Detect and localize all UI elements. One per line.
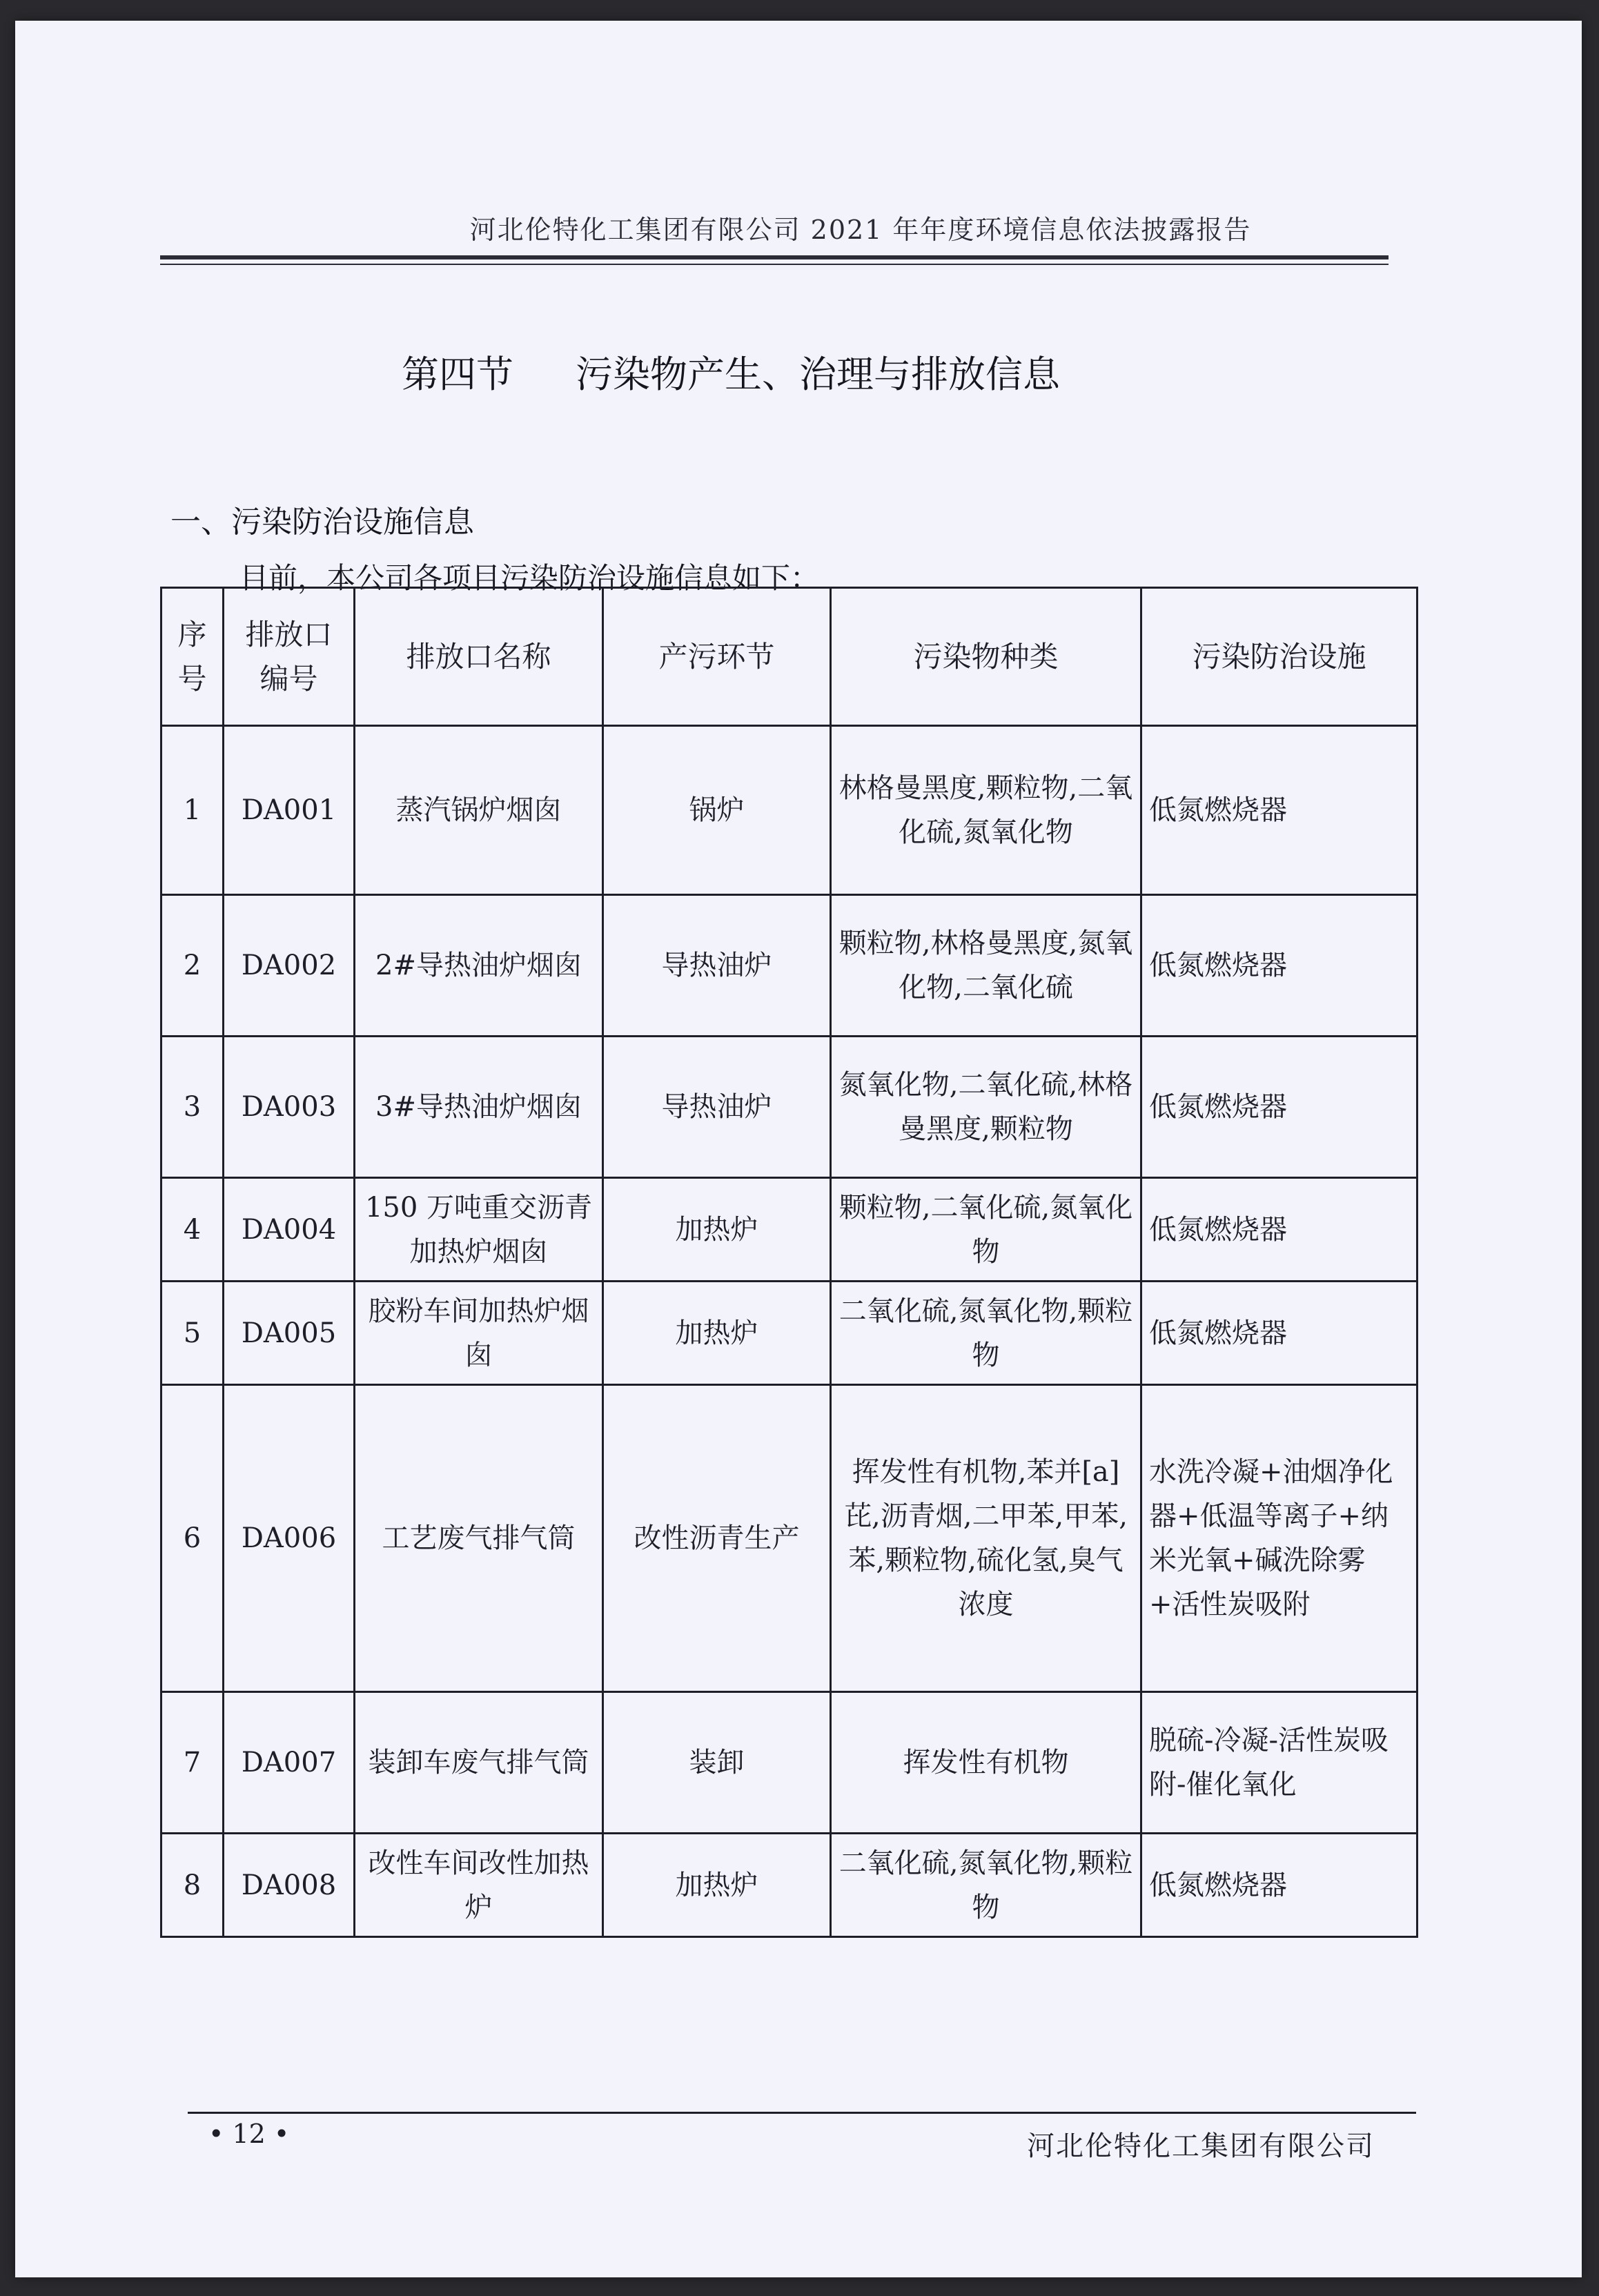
- subsection-heading: 一、污染防治设施信息: [170, 504, 474, 540]
- table-row: [161, 1282, 1417, 1385]
- cell-pollutants: 林格曼黑度,颗粒物,二氧化硫,氮氧化物: [831, 726, 1141, 895]
- header-stage: 产污环节: [603, 588, 831, 726]
- cell-name: 工艺废气排气筒: [355, 1385, 603, 1692]
- cell-stage: 导热油炉: [603, 895, 831, 1037]
- header-code: 排放口编号: [224, 588, 355, 726]
- table-row: [161, 1037, 1417, 1178]
- cell-stage: 改性沥青生产: [603, 1385, 831, 1692]
- cell-facility: 低氮燃烧器: [1141, 726, 1417, 895]
- table-row: [161, 726, 1417, 895]
- table-header-row: [161, 588, 1417, 726]
- cell-facility: 低氮燃烧器: [1141, 1178, 1417, 1282]
- footer-divider: [188, 2112, 1416, 2114]
- cell-seq: 4: [161, 1178, 224, 1282]
- cell-stage: 锅炉: [603, 726, 831, 895]
- cell-name: 装卸车废气排气筒: [355, 1692, 603, 1834]
- pollution-facility-table: [160, 587, 1418, 1938]
- section-heading: [402, 345, 1230, 398]
- cell-stage: 加热炉: [603, 1834, 831, 1937]
- cell-facility: 低氮燃烧器: [1141, 1282, 1417, 1385]
- cell-stage: 装卸: [603, 1692, 831, 1834]
- cell-code: DA006: [224, 1385, 355, 1692]
- cell-seq: 6: [161, 1385, 224, 1692]
- cell-stage: 加热炉: [603, 1282, 831, 1385]
- cell-facility: 低氮燃烧器: [1141, 895, 1417, 1037]
- page-number: • 12 •: [208, 2119, 290, 2149]
- cell-seq: 2: [161, 895, 224, 1037]
- report-header-title: 河北伦特化工集团有限公司 2021 年年度环境信息依法披露报告: [469, 215, 1252, 245]
- cell-name: 2#导热油炉烟囱: [355, 895, 603, 1037]
- cell-code: DA004: [224, 1178, 355, 1282]
- header-name: 排放口名称: [355, 588, 603, 726]
- cell-name: 3#导热油炉烟囱: [355, 1037, 603, 1178]
- cell-facility: 水洗冷凝+油烟净化器+低温等离子+纳米光氧+碱洗除雾+活性炭吸附: [1141, 1385, 1417, 1692]
- cell-pollutants: 颗粒物,二氧化硫,氮氧化物: [831, 1178, 1141, 1282]
- cell-name: 胶粉车间加热炉烟囱: [355, 1282, 603, 1385]
- cell-seq: 7: [161, 1692, 224, 1834]
- cell-code: DA001: [224, 726, 355, 895]
- cell-facility: 低氮燃烧器: [1141, 1834, 1417, 1937]
- cell-pollutants: 挥发性有机物,苯并[a]芘,沥青烟,二甲苯,甲苯,苯,颗粒物,硫化氢,臭气浓度: [831, 1385, 1141, 1692]
- header-divider: [160, 255, 1389, 259]
- cell-seq: 5: [161, 1282, 224, 1385]
- header-pollutants: 污染物种类: [831, 588, 1141, 726]
- cell-seq: 1: [161, 726, 224, 895]
- section-title: 污染物产生、治理与排放信息: [576, 353, 1060, 396]
- intro-paragraph: 目前，本公司各项目污染防治设施信息如下：: [239, 561, 820, 595]
- cell-pollutants: 氮氧化物,二氧化硫,林格曼黑度,颗粒物: [831, 1037, 1141, 1178]
- header-divider-thin: [160, 264, 1389, 265]
- cell-stage: 导热油炉: [603, 1037, 831, 1178]
- cell-stage: 加热炉: [603, 1178, 831, 1282]
- cell-code: DA003: [224, 1037, 355, 1178]
- footer-company-name: 河北伦特化工集团有限公司: [1027, 2130, 1375, 2162]
- cell-code: DA007: [224, 1692, 355, 1834]
- document-page: [15, 21, 1582, 2277]
- table-row: [161, 895, 1417, 1037]
- table-row: [161, 1385, 1417, 1692]
- table-row: [161, 1178, 1417, 1282]
- header-seq: 序号: [161, 588, 224, 726]
- table-row: [161, 1692, 1417, 1834]
- cell-code: DA008: [224, 1834, 355, 1937]
- cell-pollutants: 二氧化硫,氮氧化物,颗粒物: [831, 1282, 1141, 1385]
- cell-facility: 脱硫-冷凝-活性炭吸附-催化氧化: [1141, 1692, 1417, 1834]
- table-row: [161, 1834, 1417, 1937]
- cell-code: DA002: [224, 895, 355, 1037]
- cell-seq: 8: [161, 1834, 224, 1937]
- section-number: 第四节: [402, 353, 513, 396]
- cell-facility: 低氮燃烧器: [1141, 1037, 1417, 1178]
- cell-pollutants: 颗粒物,林格曼黑度,氮氧化物,二氧化硫: [831, 895, 1141, 1037]
- cell-name: 150 万吨重交沥青加热炉烟囱: [355, 1178, 603, 1282]
- header-facility: 污染防治设施: [1141, 588, 1417, 726]
- cell-seq: 3: [161, 1037, 224, 1178]
- cell-code: DA005: [224, 1282, 355, 1385]
- cell-pollutants: 挥发性有机物: [831, 1692, 1141, 1834]
- cell-pollutants: 二氧化硫,氮氧化物,颗粒物: [831, 1834, 1141, 1937]
- cell-name: 改性车间改性加热炉: [355, 1834, 603, 1937]
- cell-name: 蒸汽锅炉烟囱: [355, 726, 603, 895]
